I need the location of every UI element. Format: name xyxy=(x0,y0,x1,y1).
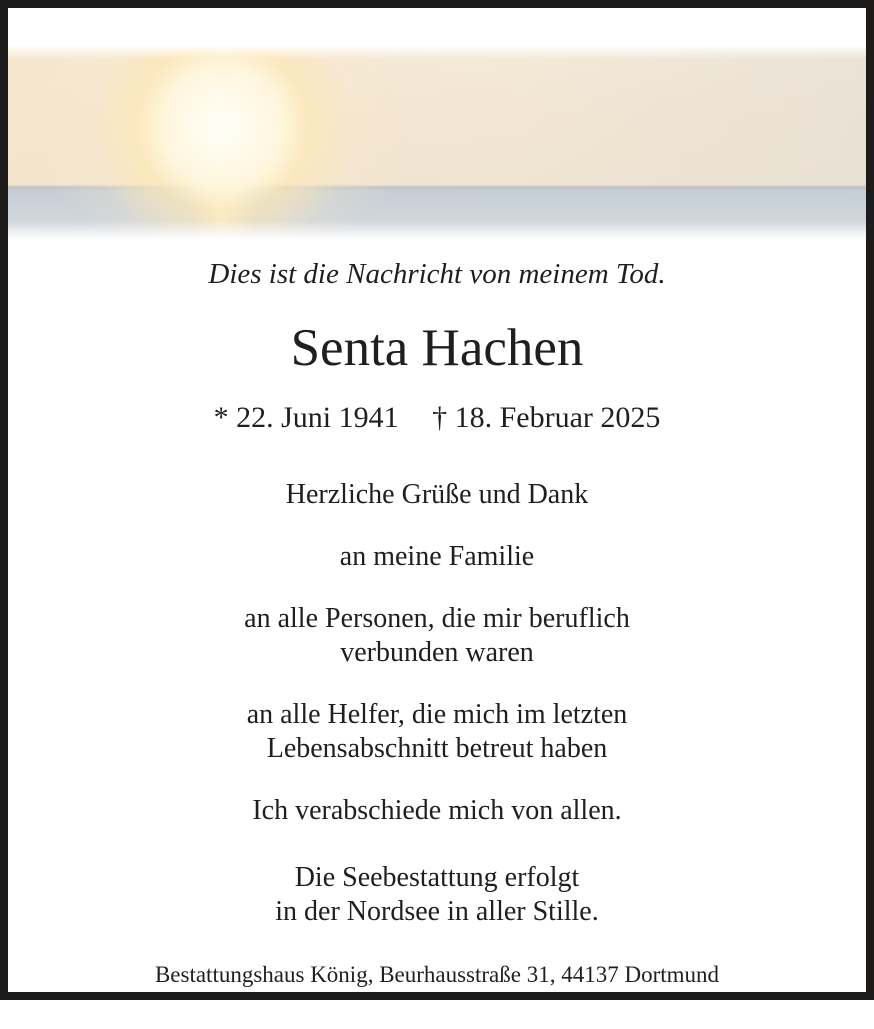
paragraph-farewell xyxy=(8,794,866,828)
paragraph-line: an alle Personen, die mir beruflich xyxy=(244,603,630,634)
notice-body xyxy=(8,478,866,929)
funeral-home-line: Bestattungshaus König, Beurhausstraße 31, 44137 Dortmund xyxy=(154,962,720,987)
life-dates xyxy=(8,400,866,436)
paragraph-line: verbunden waren xyxy=(340,637,534,668)
paragraph-line: an alle Helfer, die mich im letzten xyxy=(246,699,628,730)
sunset-sea-photo xyxy=(8,45,866,240)
death-date: † 18. Februar 2025 xyxy=(432,401,661,434)
memorial-card xyxy=(8,45,866,1029)
paragraph-line: in der Nordsee in aller Stille. xyxy=(275,896,599,927)
paragraph-helpers xyxy=(8,698,866,766)
intro-line: Dies ist die Nachricht von meinem Tod. xyxy=(208,258,666,290)
paragraph-line: Lebensabschnitt betreut haben xyxy=(266,733,608,764)
birth-date: * 22. Juni 1941 xyxy=(213,401,399,434)
paragraph-family xyxy=(8,540,866,574)
deceased-name: Senta Hachen xyxy=(290,319,584,377)
paragraph-line: Ich verabschiede mich von allen. xyxy=(252,795,622,826)
paragraph-line: Die Seebestattung erfolgt xyxy=(294,862,580,893)
paragraph-colleagues xyxy=(8,602,866,670)
paragraph-line: Herzliche Grüße und Dank xyxy=(285,479,589,510)
paragraph-sea-burial xyxy=(8,861,866,929)
paragraph-greeting xyxy=(8,478,866,512)
paragraph-line: an meine Familie xyxy=(339,541,535,572)
